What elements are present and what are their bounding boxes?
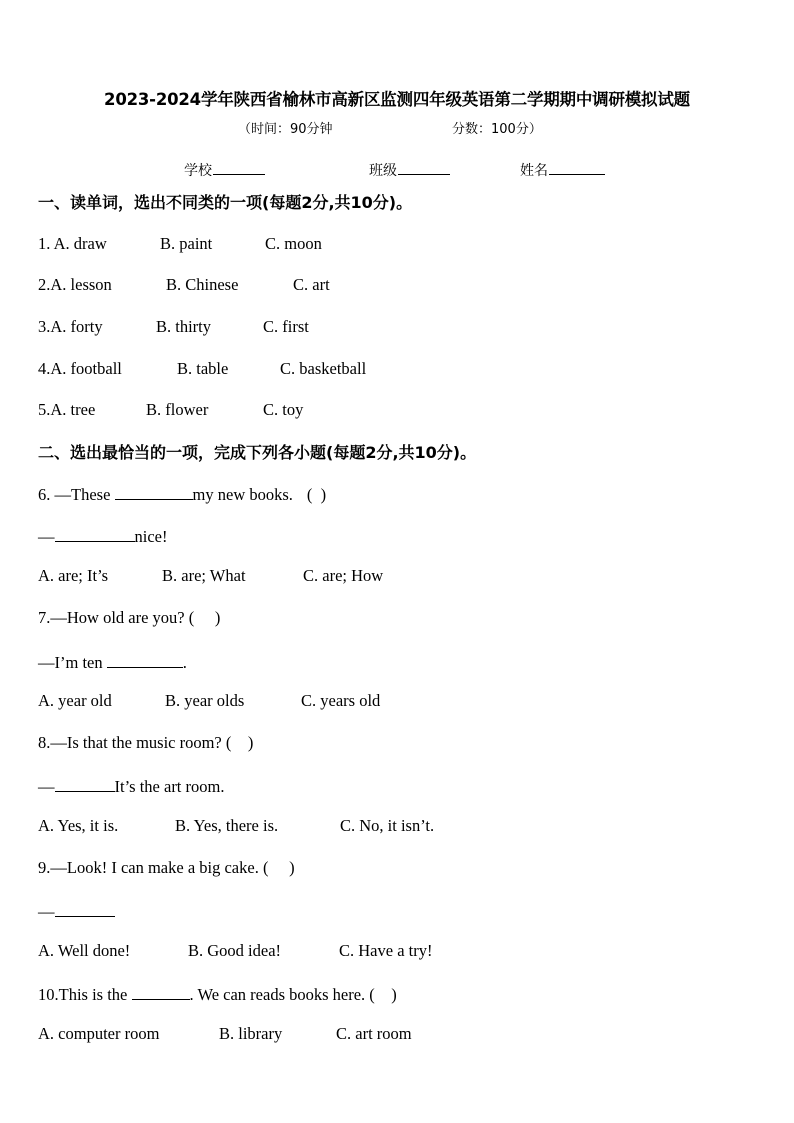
option-c: C. art room (336, 1024, 412, 1043)
option-c: C. No, it isn’t. (340, 816, 435, 835)
option-c: C. Have a try! (339, 941, 433, 960)
answer-blank[interactable] (55, 775, 115, 792)
dash: — (38, 902, 55, 921)
name-field (520, 160, 605, 180)
question-7 (38, 608, 220, 628)
question-number: 6. (38, 485, 55, 504)
option-b: B. library (219, 1024, 283, 1043)
option-a: A. lesson (50, 275, 112, 294)
option-a: A. computer room (38, 1024, 160, 1043)
question-text: —Is that the music room? ( ) (50, 733, 254, 752)
school-label: 学校 (184, 163, 212, 179)
question-number: 3. (38, 317, 51, 336)
option-a: A. Yes, it is. (38, 816, 119, 835)
question-text: my new books. (192, 485, 293, 504)
dash: — (38, 527, 55, 546)
question-8 (38, 733, 253, 753)
question-10 (38, 983, 397, 1005)
answer-blank[interactable] (132, 983, 190, 1000)
option-c: C. years old (301, 691, 381, 710)
question-1 (38, 234, 107, 254)
option-b: B. are; What (162, 566, 246, 585)
reply-text: nice! (134, 527, 168, 546)
option-b: B. paint (160, 234, 213, 253)
option-b: B. table (177, 359, 229, 378)
question-number: 1. (38, 234, 54, 253)
question-number: 8. (38, 733, 51, 752)
section1-heading: 一、读单词，选出不同类的一项(每题2分,共10分)。 (38, 193, 413, 212)
option-c: C. are; How (303, 566, 384, 585)
question-4 (38, 359, 122, 379)
dash: — (38, 777, 55, 796)
class-field (369, 160, 450, 180)
answer-parentheses[interactable]: ( ) (306, 485, 327, 504)
question-text: These (71, 485, 115, 504)
question-number: 7. (38, 608, 51, 627)
class-label: 班级 (369, 163, 397, 179)
question-9-reply (38, 900, 115, 922)
option-a: A. tree (50, 400, 96, 419)
option-a: A. draw (53, 234, 107, 253)
question-number: 9. (38, 858, 51, 877)
question-number: 5. (38, 400, 51, 419)
exam-score: 分数：100分） (452, 122, 542, 137)
option-c: C. basketball (280, 359, 367, 378)
option-b: B. flower (146, 400, 209, 419)
option-b: B. Chinese (166, 275, 239, 294)
question-3 (38, 317, 103, 337)
option-b: B. Yes, there is. (175, 816, 279, 835)
question-5 (38, 400, 95, 420)
question-number: 4. (38, 359, 51, 378)
class-blank[interactable] (398, 173, 450, 175)
answer-blank[interactable] (55, 900, 115, 917)
page-title: 2023-2024学年陕西省榆林市高新区监测四年级英语第二学期期中调研模拟试题 (104, 90, 690, 109)
option-c: C. toy (263, 400, 304, 419)
option-a: A. are; It’s (38, 566, 109, 585)
option-a: A. football (50, 359, 122, 378)
question-2 (38, 275, 112, 295)
option-c: C. art (293, 275, 330, 294)
section2-heading: 二、选出最恰当的一项，完成下列各小题(每题2分,共10分)。 (38, 443, 477, 462)
school-blank[interactable] (213, 173, 265, 175)
question-8-reply (38, 775, 224, 797)
option-a: A. year old (38, 691, 112, 710)
question-6-reply (38, 525, 167, 547)
answer-blank[interactable] (115, 483, 193, 500)
question-6 (38, 483, 326, 505)
exam-time: （时间：90分钟 (238, 122, 333, 137)
name-blank[interactable] (549, 173, 605, 175)
answer-blank[interactable] (107, 651, 183, 668)
option-c: C. moon (265, 234, 322, 253)
option-b: B. Good idea! (188, 941, 282, 960)
dash: — (54, 485, 71, 504)
question-text: . We can reads books here. ( ) (189, 985, 397, 1004)
school-field (184, 160, 265, 180)
question-number: 10. (38, 985, 59, 1004)
reply-text: It’s the art room. (114, 777, 225, 796)
question-text: —Look! I can make a big cake. ( ) (50, 858, 295, 877)
question-7-reply (38, 651, 187, 673)
question-text: This is the (58, 985, 132, 1004)
option-b: B. year olds (165, 691, 245, 710)
reply-text: —I’m ten (38, 653, 107, 672)
option-a: A. forty (50, 317, 103, 336)
option-b: B. thirty (156, 317, 212, 336)
question-number: 2. (38, 275, 51, 294)
option-a: A. Well done! (38, 941, 131, 960)
reply-text: . (182, 653, 187, 672)
name-label: 姓名 (520, 163, 548, 179)
answer-blank[interactable] (55, 525, 135, 542)
question-text: —How old are you? ( ) (50, 608, 221, 627)
option-c: C. first (263, 317, 309, 336)
question-9 (38, 858, 295, 878)
